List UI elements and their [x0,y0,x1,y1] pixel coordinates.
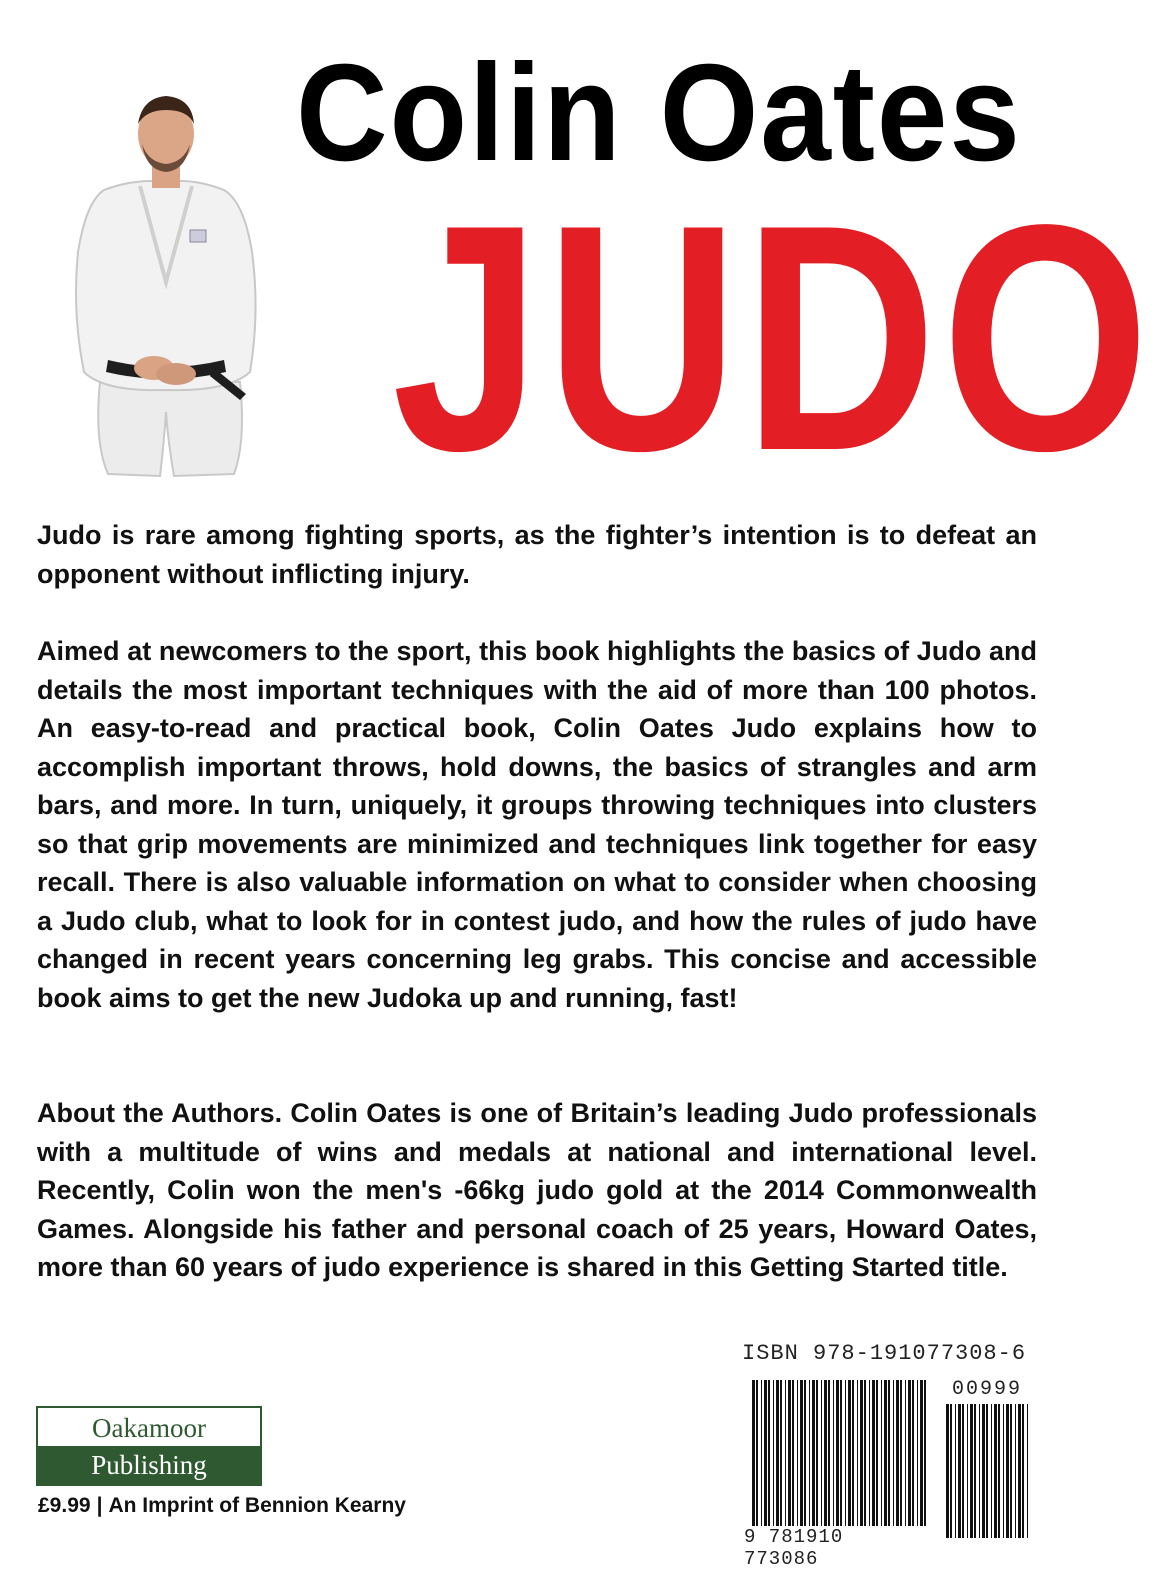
publisher-logo-bottom: Publishing [38,1446,260,1484]
barcode [742,1376,1042,1546]
ean-digits: 9 781910 773086 [742,1526,930,1570]
footer-line [38,1494,406,1518]
blurb-intro: Judo is rare among fighting sports, as the fighter’s intention is to defeat an opponent without inflicting injury. [37,520,1037,589]
publisher-logo [36,1406,262,1486]
price-code: 00999 [952,1378,1023,1401]
price: £9.99 [38,1494,91,1517]
author-photo [64,82,268,486]
publisher-logo-top: Oakamoor [38,1408,260,1446]
blurb-about-authors: About the Authors. Colin Oates is one of Britain’s leading Judo professionals with a multitude of wins and medals at national and international level. Recently, Colin won the men's -66kg judo gold at the 2014 Commonwealth Games. Alongside his father and personal coach of 25 years, Howard Oates, more than 60 years of judo experience is shared in this Getting Started title. [37,1098,1037,1282]
imprint: An Imprint of Bennion Kearny [108,1494,406,1517]
cover-title-judo: JUDO [392,159,1155,518]
blurb-description: Aimed at newcomers to the sport, this book highlights the basics of Judo and details the most important techniques with the aid of more than 100 photos. An easy-to-read and practical book, Colin Oates Judo explains how to accomplish important throws, hold downs, the basics of strangles and arm bars, and more. In turn, uniquely, it groups throwing techniques into clusters so that grip movements are minimized and techniques link together for easy recall. There is also valuable information on what to consider when choosing a Judo club, what to look for in contest judo, and how the rules of judo have changed in recent years concerning leg grabs. This concise and accessible book aims to get the new Judoka up and running, fast! [37,636,1037,1013]
cover-title-author: Colin Oates [296,36,1022,190]
isbn-label: ISBN 978-191077308-6 [742,1341,1027,1366]
footer-separator: | [96,1494,103,1517]
